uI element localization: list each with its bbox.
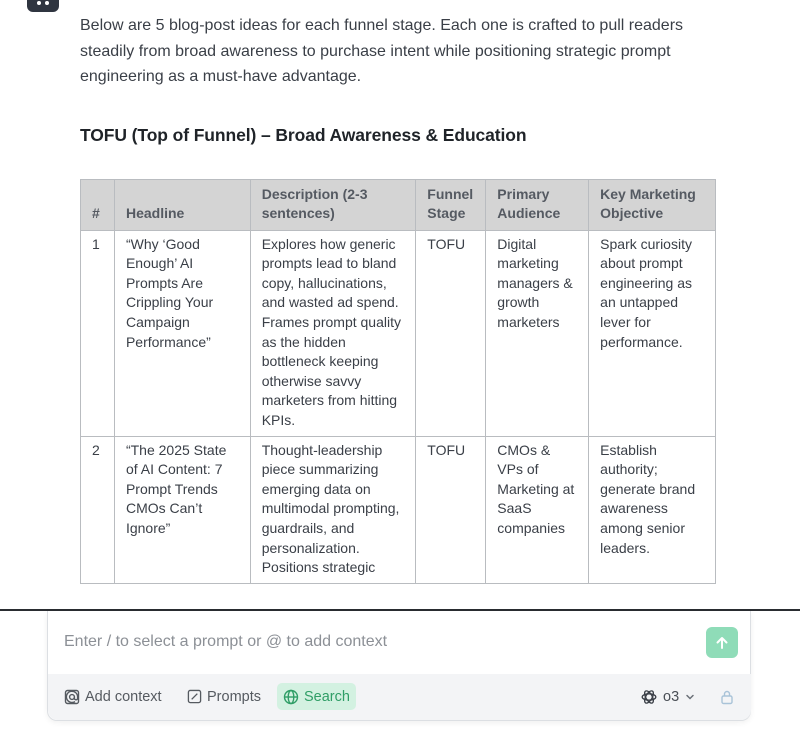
header-funnel-stage: Funnel Stage [416,179,486,230]
cell-headline: “Why ‘Good Enough’ AI Prompts Are Crippling Your Campaign Performance” [114,230,250,436]
header-headline: Headline [114,179,250,230]
arrow-up-icon [714,635,730,651]
header-primary-audience: Primary Audience [486,179,589,230]
avatar-eye-right [45,1,49,5]
model-label: o3 [663,688,680,705]
blog-ideas-table [80,179,716,584]
add-context-button[interactable] [58,683,168,710]
intro-paragraph: Below are 5 blog-post ideas for each funnel stage. Each one is crafted to pull readers steadily from broad awareness to purchase intent while positioning strategic prompt engineering as a must-have advantage. [80,17,684,85]
cell-num: 1 [81,230,115,436]
search-toggle-button[interactable] [277,683,356,710]
cell-audience: Digital marketing managers & growth marketers [486,230,589,436]
cell-description: Explores how generic prompts lead to bland copy, hallucinations, and wasted ad spend. Frames prompt quality as the hidden bottleneck keeping otherwise savvy marketers from hitting KPIs. [250,230,416,436]
cell-audience: CMOs & VPs of Marketing at SaaS companies [486,436,589,583]
prompt-input[interactable] [64,633,684,651]
lock-icon[interactable] [720,689,734,710]
chevron-down-icon [684,691,696,703]
prompt-composer [47,611,751,721]
cell-headline: “The 2025 State of AI Content: 7 Prompt Trends CMOs Can’t Ignore” [114,436,250,583]
cell-stage: TOFU [416,230,486,436]
cell-stage: TOFU [416,436,486,583]
prompts-button[interactable] [181,683,267,710]
model-selector[interactable] [634,683,702,710]
assistant-avatar-icon [27,0,59,12]
avatar-eye-left [37,1,41,5]
search-label: Search [304,688,350,705]
section-title: TOFU (Top of Funnel) – Broad Awareness & Education [80,124,527,145]
add-context-label: Add context [85,688,162,705]
cell-description: Thought-leadership piece summarizing emerging data on multimodal prompting, guardrails, and personalization. Positions strategic [250,436,416,583]
table-row [81,436,716,583]
at-sign-icon [64,689,80,705]
table-row [81,230,716,436]
composer-toolbar [48,674,751,720]
send-button[interactable] [706,627,738,658]
prompts-icon [187,689,202,704]
globe-icon [283,689,299,705]
cell-objective: Establish authority; generate brand awareness among senior leaders. [589,436,716,583]
header-key-objective: Key Marketing Objective [589,179,716,230]
cell-num: 2 [81,436,115,583]
table-header-row [81,179,716,230]
header-description: Description (2-3 sentences) [250,179,416,230]
prompts-label: Prompts [207,688,261,705]
assistant-message [80,0,720,610]
openai-logo-icon [640,688,658,706]
cell-objective: Spark curiosity about prompt engineering as an untapped lever for performance. [589,230,716,436]
header-num: # [81,179,115,230]
